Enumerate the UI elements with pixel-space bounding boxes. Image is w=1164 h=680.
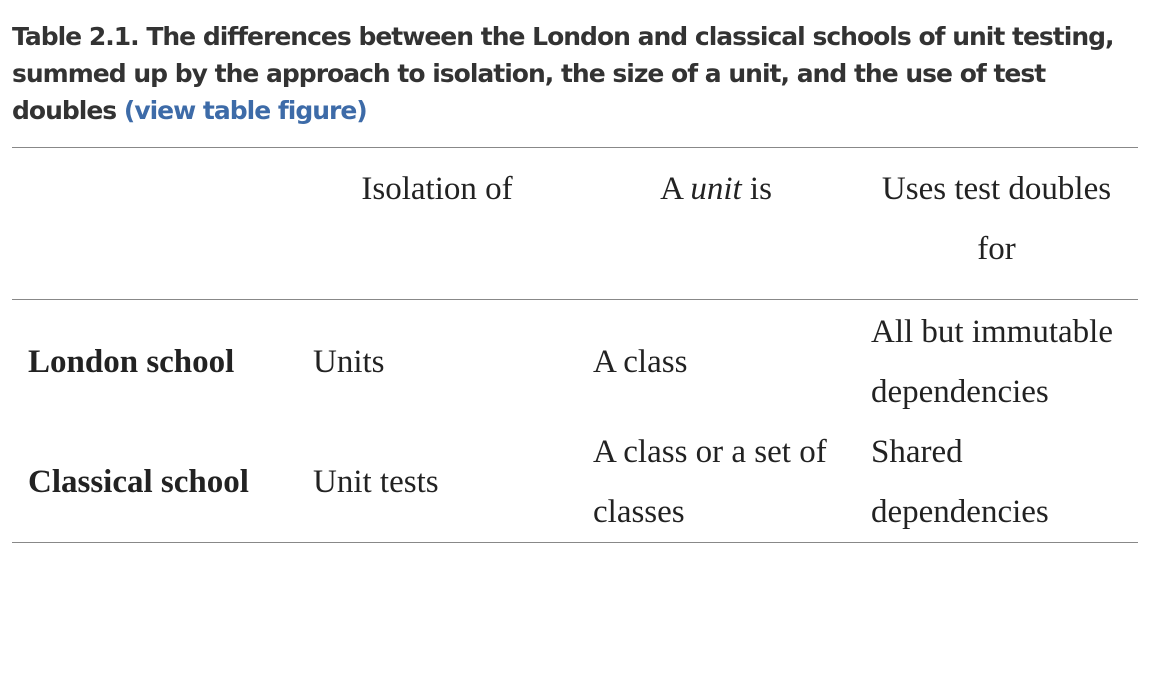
row-school-name: London school	[28, 344, 235, 380]
row-test-doubles: All but immutable dependencies	[871, 314, 1113, 410]
row-test-doubles: Shared dependencies	[871, 434, 1049, 530]
comparison-table	[12, 147, 1138, 543]
row-isolation: Units	[313, 344, 385, 380]
header-a-unit-is	[577, 148, 855, 300]
header-unit-emphasis: unit	[690, 171, 742, 207]
caption-text: Table 2.1. The differences between the London and classical schools of unit testing, summed up by the approach to isolation, the size of a unit, and the use of test doubles	[12, 22, 1114, 125]
view-table-figure-link[interactable]: (view table figure)	[123, 96, 367, 125]
header-empty	[12, 148, 297, 300]
row-unit: A class or a set of classes	[593, 434, 827, 530]
table-caption	[12, 18, 1152, 129]
table-row-london	[12, 300, 1138, 423]
row-school-name: Classical school	[28, 464, 249, 500]
header-isolation-of: Isolation of	[361, 171, 513, 207]
header-unit-prefix: A	[660, 171, 691, 207]
header-uses-test-doubles-for: Uses test doubles for	[881, 171, 1112, 267]
row-isolation: Unit tests	[313, 464, 439, 500]
header-unit-suffix: is	[741, 171, 772, 207]
table-header-row	[12, 148, 1138, 300]
row-unit: A class	[593, 344, 688, 380]
table-row-classical	[12, 422, 1138, 543]
